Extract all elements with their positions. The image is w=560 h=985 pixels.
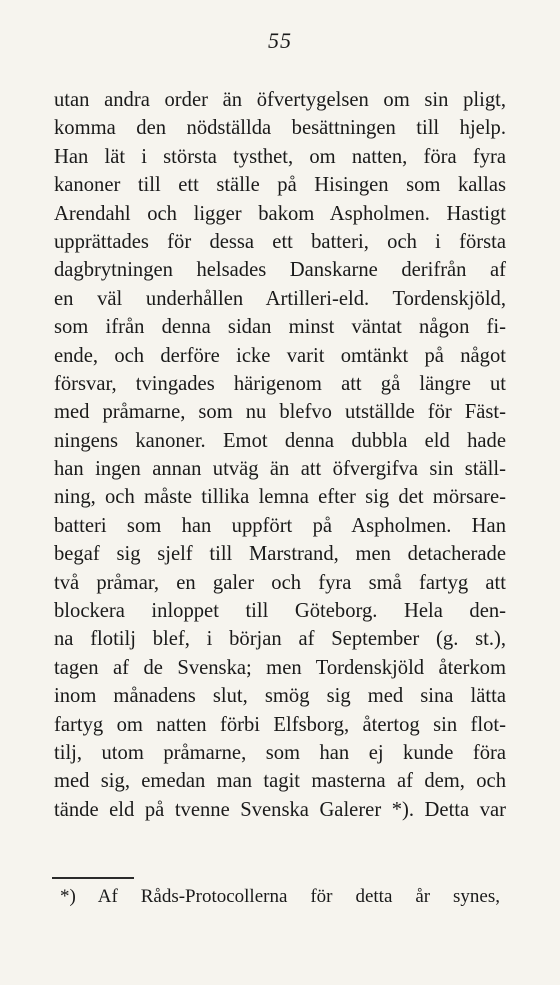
- text-line: inom månadens slut, smög sig med sina lätta: [54, 685, 506, 708]
- text-line: han ingen annan utväg än att öfvergifva sin ställ-: [54, 458, 506, 481]
- text-line: tilj, utom pråmarne, som han ej kunde föra: [54, 741, 506, 764]
- text-line: batteri som han uppfört på Aspholmen. Han: [54, 514, 506, 537]
- footnote: *) Af Råds-Protocollerna för detta år synes,: [60, 886, 500, 907]
- text-line: två pråmar, en galer och fyra små fartyg att: [54, 571, 506, 594]
- text-line: tände eld på tvenne Svenska Galerer *). Detta var: [54, 798, 506, 821]
- text-line: med pråmarne, som nu blefvo utställde för Fäst-: [54, 401, 506, 424]
- text-line: ende, och derföre icke varit omtänkt på något: [54, 344, 506, 367]
- text-line: utan andra order än öfvertygelsen om sin pligt,: [54, 89, 506, 111]
- text-line: na flotilj blef, i början af September (g. st.),: [54, 628, 506, 651]
- text-line: som ifrån denna sidan minst väntat någon fi-: [54, 316, 506, 339]
- text-line: kanoner till ett ställe på Hisingen som kallas: [54, 174, 506, 197]
- text-line: fartyg om natten förbi Elfsborg, återtog sin flot-: [54, 713, 506, 736]
- text-line: Arendahl och ligger bakom Aspholmen. Hastigt: [54, 202, 506, 225]
- text-line: med sig, emedan man tagit masterna af dem, och: [54, 770, 506, 793]
- footnote-rule: [52, 877, 134, 879]
- text-line: komma den nödställda besättningen till hjelp.: [54, 117, 506, 140]
- text-line: Han lät i största tysthet, om natten, föra fyra: [54, 145, 506, 168]
- page-number: 55: [268, 28, 292, 53]
- text-line: ning, och måste tillika lemna efter sig det mörsare-: [54, 486, 506, 509]
- body-text: [54, 86, 506, 824]
- text-line: blockera inloppet till Göteborg. Hela den-: [54, 600, 506, 623]
- text-line: begaf sig sjelf till Marstrand, men detacherade: [54, 543, 506, 566]
- text-line: försvar, tvingades härigenom att gå längre ut: [54, 372, 506, 395]
- text-line: tagen af de Svenska; men Tordenskjöld återkom: [54, 656, 506, 679]
- text-line: dagbrytningen helsades Danskarne derifrån af: [54, 259, 506, 282]
- text-line: en väl underhållen Artilleri-eld. Tordenskjöld,: [54, 287, 506, 310]
- text-line: ningens kanoner. Emot denna dubbla eld hade: [54, 429, 506, 452]
- text-line: upprättades för dessa ett batteri, och i första: [54, 230, 506, 253]
